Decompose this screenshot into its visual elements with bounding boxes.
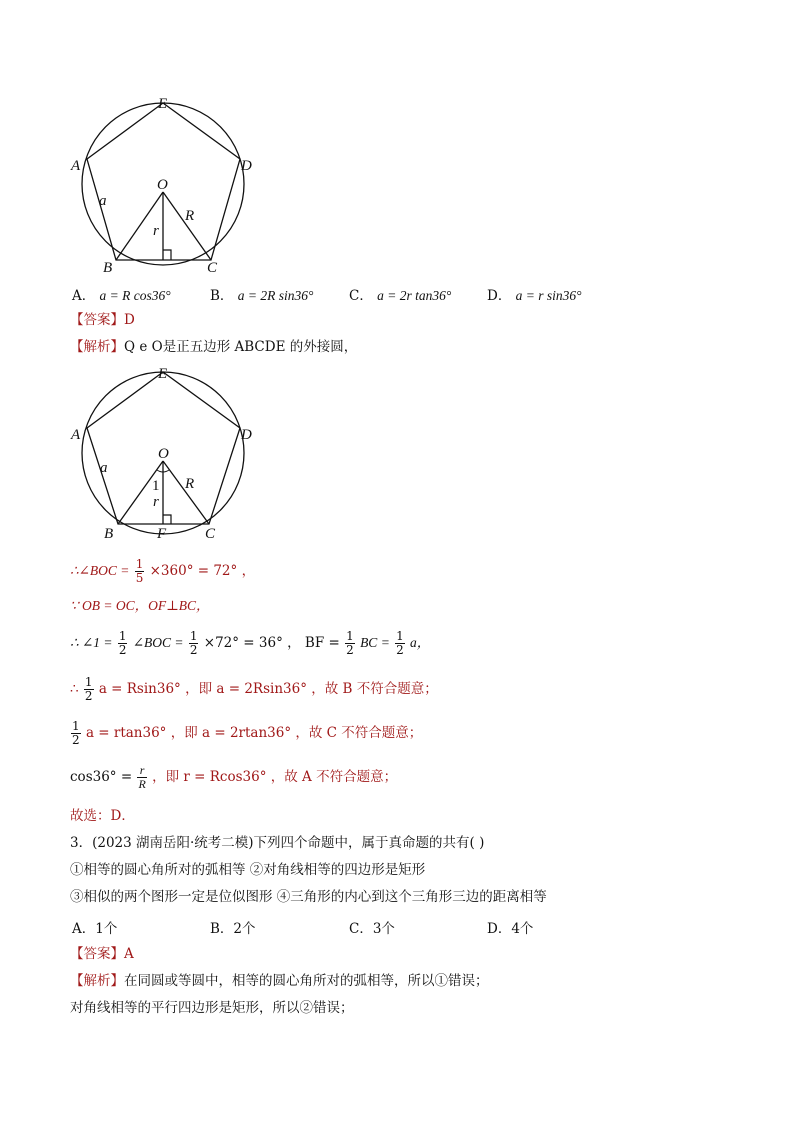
q3-propositions-2: ③相似的两个图形一定是位似图形 ④三角形的内心到这个三角形三边的距离相等 xyxy=(70,889,547,905)
answer-line-q2: 【答案】D xyxy=(70,312,135,328)
label-r: r xyxy=(153,223,159,239)
q3-option-c: C．3个 xyxy=(349,921,395,937)
step-5: $\frac{1}{2}$ a = rtan36° ，即 a = 2rtan36° ，故 C 不符合题意； xyxy=(72,719,423,747)
q3-propositions-1: ①相等的圆心角所对的弧相等 ②对角线相等的四边形是矩形 xyxy=(70,862,426,878)
label-D: D xyxy=(241,158,252,174)
q3-analysis-1: 【解析】在同圆或等圆中，相等的圆心角所对的弧相等，所以①错误； xyxy=(70,973,489,989)
q3-stem: 3．(2023 湖南岳阳·统考二模)下列四个命题中，属于真命题的共有( ) xyxy=(70,835,485,851)
label-R: R xyxy=(185,208,195,224)
label-B: B xyxy=(103,260,113,276)
label-a: a xyxy=(100,460,108,476)
label-C: C xyxy=(207,260,218,276)
label-r: r xyxy=(153,494,159,510)
option-c: C． a = 2r tan36° xyxy=(349,288,452,304)
label-B: B xyxy=(104,526,114,542)
label-R: R xyxy=(185,476,195,492)
step-2: ∵ OB = OC，OF⊥BC， xyxy=(70,598,210,613)
label-O: O xyxy=(158,446,169,462)
step-6: cos36° = $\frac{r}{R}$ ，即 r = Rcos36° ，故 A 不符合题意； xyxy=(70,763,398,791)
label-C: C xyxy=(205,526,216,542)
label-O: O xyxy=(157,177,168,193)
option-d: D． a = r sin36° xyxy=(487,288,582,304)
pentagon-figure-1 xyxy=(65,92,265,277)
label-E: E xyxy=(158,96,168,112)
step-4: ∴ $\frac{1}{2}$ a = Rsin36° ，即 a = 2Rsin36° ，故 B 不符合题意； xyxy=(70,675,438,703)
label-A: A xyxy=(71,427,81,443)
q3-answer: 【答案】A xyxy=(70,946,134,962)
label-F: F xyxy=(157,526,167,542)
q3-option-b: B．2个 xyxy=(210,921,256,937)
label-D: D xyxy=(241,427,252,443)
analysis-intro-q2: 【解析】Q e O是正五边形 ABCDE 的外接圆， xyxy=(70,339,358,355)
label-a: a xyxy=(99,193,107,209)
step-1: ∴∠BOC = $\frac{1}{5}$ ×360° = 72° ， xyxy=(70,557,256,585)
q3-analysis-2: 对角线相等的平行四边形是矩形，所以②错误； xyxy=(70,1000,354,1016)
q3-option-a: A．1个 xyxy=(72,921,118,937)
label-E: E xyxy=(158,366,168,382)
step-7: 故选：D． xyxy=(70,808,135,824)
label-angle-1: 1 xyxy=(152,478,160,494)
q3-option-d: D．4个 xyxy=(487,921,534,937)
pentagon-figure-2 xyxy=(65,364,265,544)
option-b: B． a = 2R sin36° xyxy=(210,288,314,304)
label-A: A xyxy=(71,158,81,174)
step-3: ∴ ∠1 = $\frac{1}{2}$ ∠BOC = $\frac{1}{2}$ ×72° = 36° ， BF = $\frac{1}{2}$ BC = $\frac{1}{2}$ a， xyxy=(70,629,431,657)
option-a: A． a = R cos36° xyxy=(72,288,171,304)
